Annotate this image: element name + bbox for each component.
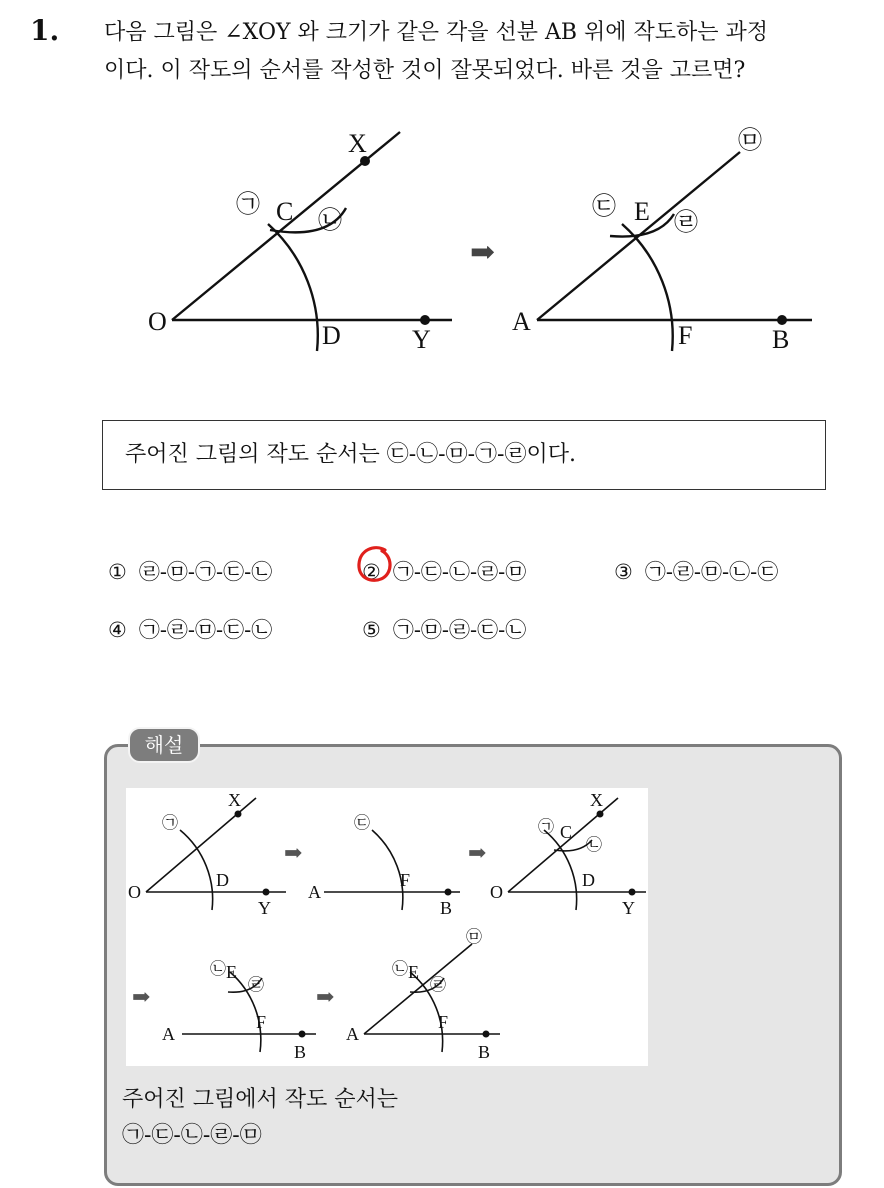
label-A: A [512, 307, 531, 336]
label-giyeok: ㉠ [236, 192, 260, 218]
point-B [777, 315, 787, 325]
svg-text:A: A [162, 1024, 175, 1044]
svg-text:X: X [590, 790, 603, 810]
choice-text: ㉠-㉢-㉡-㉣-㉤ [392, 560, 527, 584]
solution-figure [126, 788, 648, 1066]
label-E: E [634, 197, 650, 226]
svg-text:㉣: ㉣ [430, 977, 447, 994]
choice-number: ① [108, 560, 127, 584]
svg-text:㉡: ㉡ [392, 961, 409, 978]
svg-text:㉠: ㉠ [538, 819, 555, 836]
svg-text:㉣: ㉣ [248, 977, 265, 994]
given-text: 주어진 그림의 작도 순서는 ㉢-㉡-㉤-㉠-㉣이다. [125, 442, 576, 467]
svg-text:B: B [478, 1042, 491, 1062]
label-nieun: ㉡ [318, 208, 342, 234]
choice-1[interactable] [108, 556, 272, 586]
svg-text:Y: Y [258, 898, 271, 918]
svg-text:➡: ➡ [316, 984, 335, 1009]
svg-text:㉤: ㉤ [466, 929, 483, 946]
choice-number: ③ [614, 560, 633, 584]
question-number: 1. [30, 14, 60, 47]
svg-text:D: D [216, 870, 229, 890]
svg-text:F: F [438, 1012, 449, 1032]
svg-text:D: D [582, 870, 595, 890]
label-mieum: ㉤ [738, 128, 762, 154]
choice-number: ⑤ [362, 618, 381, 642]
label-digeut: ㉢ [592, 194, 616, 220]
svg-text:O: O [128, 882, 141, 902]
svg-text:A: A [346, 1024, 359, 1044]
svg-text:➡: ➡ [468, 840, 487, 865]
svg-text:B: B [440, 898, 453, 918]
label-B: B [772, 325, 790, 354]
choice-text: ㉠-㉤-㉣-㉢-㉡ [392, 618, 527, 642]
svg-text:E: E [408, 962, 419, 982]
choice-number: ② [362, 560, 381, 584]
svg-text:X: X [228, 790, 241, 810]
given-box [102, 420, 826, 490]
svg-text:㉡: ㉡ [210, 961, 227, 978]
label-O: O [148, 307, 167, 336]
svg-text:F: F [400, 870, 411, 890]
arc-main-left [268, 224, 318, 351]
main-figure [140, 112, 830, 362]
svg-text:㉠: ㉠ [162, 815, 179, 832]
svg-text:E: E [226, 962, 237, 982]
solution-line-2: ㉠-㉢-㉡-㉣-㉤ [122, 1123, 262, 1148]
choice-5[interactable] [362, 614, 526, 644]
choice-text: ㉠-㉣-㉤-㉡-㉢ [644, 560, 779, 584]
label-Y: Y [412, 325, 431, 354]
svg-text:A: A [308, 882, 321, 902]
svg-text:➡: ➡ [284, 840, 303, 865]
choice-text: ㉠-㉣-㉤-㉢-㉡ [138, 618, 273, 642]
point-Y [420, 315, 430, 325]
svg-text:B: B [294, 1042, 307, 1062]
svg-text:㉢: ㉢ [354, 815, 371, 832]
svg-text:F: F [256, 1012, 267, 1032]
choice-number: ④ [108, 618, 127, 642]
solution-line-1: 주어진 그림에서 작도 순서는 [122, 1087, 399, 1112]
svg-text:O: O [490, 882, 503, 902]
arrow-icon: ➡ [470, 236, 496, 269]
choice-4[interactable] [108, 614, 272, 644]
choice-3[interactable] [614, 556, 778, 586]
solution-tab: 해설 [128, 727, 200, 763]
choice-text: ㉣-㉤-㉠-㉢-㉡ [138, 560, 273, 584]
label-F: F [678, 321, 693, 350]
svg-text:C: C [560, 822, 573, 842]
svg-text:Y: Y [622, 898, 635, 918]
label-rieul: ㉣ [674, 210, 698, 236]
question-text [104, 14, 874, 90]
label-D: D [322, 321, 341, 350]
label-C: C [276, 197, 294, 226]
svg-text:㉡: ㉡ [586, 837, 603, 854]
svg-text:➡: ➡ [132, 984, 151, 1009]
answer-circle-mark [352, 542, 398, 588]
question-line-2: 이다. 이 작도의 순서를 작성한 것이 잘못되었다. 바른 것을 고르면? [104, 58, 746, 83]
question-line-1: 다음 그림은 ∠XOY 와 크기가 같은 각을 선분 AB 위에 작도하는 과정 [104, 20, 769, 45]
solution-text [122, 1082, 398, 1154]
label-X: X [348, 129, 367, 158]
